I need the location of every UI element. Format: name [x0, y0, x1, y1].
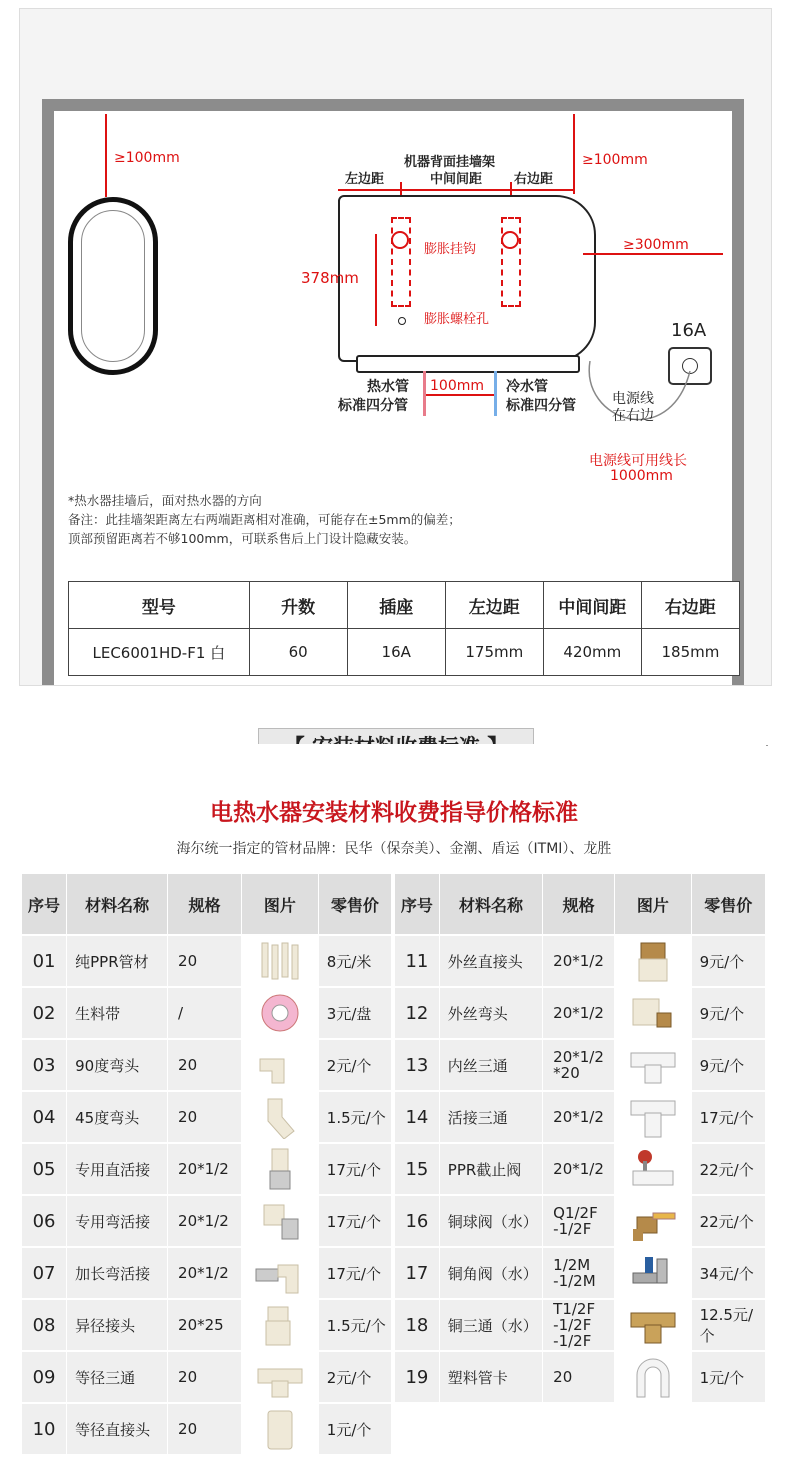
material-row: [22, 1039, 392, 1091]
material-spec: 20*25: [168, 1299, 242, 1351]
material-row: [22, 1091, 392, 1143]
header-name: 材料名称: [67, 874, 168, 935]
material-name: 专用弯活接: [67, 1195, 168, 1247]
socket-label: 16A: [671, 320, 707, 341]
header-picture: 图片: [615, 874, 691, 935]
spec-cell: 420mm: [543, 629, 641, 676]
header-spec: 规格: [543, 874, 615, 935]
material-row: [22, 1351, 392, 1403]
material-picture: [241, 1143, 318, 1195]
material-name: 塑料管卡: [439, 1351, 542, 1402]
material-price: 17元/个: [691, 1091, 765, 1143]
hot-pipe-line1: 热水管: [367, 379, 409, 395]
material-price: 17元/个: [318, 1143, 391, 1195]
material-picture: [615, 1247, 691, 1299]
material-picture: [615, 1351, 691, 1402]
ptfe-tape-icon: [243, 991, 317, 1035]
material-picture: [241, 1247, 318, 1299]
material-spec: 20: [168, 935, 242, 987]
spec-cell: 16A: [347, 629, 445, 676]
ball-valve-icon: [616, 1199, 689, 1243]
material-price: 9元/个: [691, 987, 765, 1039]
material-price: 17元/个: [318, 1247, 391, 1299]
cold-pipe-line2: 标准四分管: [506, 398, 576, 414]
material-name: 铜三通（水）: [439, 1299, 542, 1351]
long-elbow-union-icon: [243, 1251, 317, 1295]
brass-tee-icon: [616, 1303, 689, 1347]
row-number: 10: [22, 1403, 67, 1454]
material-spec: 20*1/2: [543, 1143, 615, 1195]
material-price: 1.5元/个: [318, 1299, 391, 1351]
straight-union-icon: [243, 1147, 317, 1191]
header-price: 零售价: [691, 874, 765, 935]
bolt-hole-icon: [398, 317, 406, 325]
header-name: 材料名称: [439, 874, 542, 935]
mirror-illustration: [68, 197, 158, 375]
material-picture: [615, 1143, 691, 1195]
price-heading: 电热水器安装材料收费指导价格标准: [210, 800, 578, 826]
water-heater-base: [356, 355, 580, 373]
row-number: 09: [22, 1351, 67, 1403]
material-picture: [241, 1091, 318, 1143]
pipe-distance: 100mm: [430, 378, 484, 394]
margin-dimension-line: [338, 189, 574, 191]
material-name: 45度弯头: [67, 1091, 168, 1143]
material-row: [22, 1403, 392, 1454]
material-row: [22, 1247, 392, 1299]
material-price: 1元/个: [318, 1403, 391, 1454]
material-name: 外丝弯头: [439, 987, 542, 1039]
material-spec: 20*1/2: [543, 1091, 615, 1143]
material-spec: 20: [168, 1403, 242, 1454]
material-name: 铜球阀（水）: [439, 1195, 542, 1247]
header-picture: 图片: [241, 874, 318, 935]
pipe-clip-icon: [616, 1355, 689, 1399]
material-spec: Q1/2F -1/2F: [543, 1195, 615, 1247]
material-name: 90度弯头: [67, 1039, 168, 1091]
material-spec: 20*1/2 *20: [543, 1039, 615, 1091]
row-number: 14: [395, 1091, 439, 1143]
material-table-left: [22, 874, 392, 1454]
row-number: 02: [22, 987, 67, 1039]
material-row: [22, 935, 392, 987]
spec-header: 左边距: [445, 582, 543, 629]
row-number: 07: [22, 1247, 67, 1299]
left-hook-icon: [391, 231, 409, 249]
material-spec: /: [168, 987, 242, 1039]
dim-top-right: ≥100mm: [582, 152, 648, 168]
material-price: 1.5元/个: [318, 1091, 391, 1143]
cold-pipe-line1: 冷水管: [506, 379, 548, 395]
material-name: 铜角阀（水）: [439, 1247, 542, 1299]
material-row: [395, 1299, 766, 1351]
material-row: [22, 1299, 392, 1351]
row-number: 03: [22, 1039, 67, 1091]
material-name: 异径接头: [67, 1299, 168, 1351]
material-spec: 20*1/2: [543, 987, 615, 1039]
spec-cell: 185mm: [641, 629, 739, 676]
row-number: 05: [22, 1143, 67, 1195]
material-spec: 1/2M -1/2M: [543, 1247, 615, 1299]
material-price: 34元/个: [691, 1247, 765, 1299]
header-no: 序号: [395, 874, 439, 935]
install-dimension-diagram: [19, 8, 772, 686]
material-picture: [241, 987, 318, 1039]
material-price: 8元/米: [318, 935, 391, 987]
union-tee-icon: [616, 1095, 689, 1139]
material-name: 等径直接头: [67, 1403, 168, 1454]
row-number: 19: [395, 1351, 439, 1402]
material-picture: [615, 1299, 691, 1351]
material-picture: [241, 1195, 318, 1247]
material-picture: [241, 1403, 318, 1454]
hot-pipe-line2: 标准四分管: [338, 398, 408, 414]
spec-header: 中间间距: [543, 582, 641, 629]
male-coupling-icon: [616, 939, 689, 983]
material-picture: [241, 1299, 318, 1351]
female-tee-icon: [616, 1043, 689, 1087]
elbow-union-icon: [243, 1199, 317, 1243]
right-hook-icon: [501, 231, 519, 249]
material-row: [395, 1091, 766, 1143]
material-spec: 20: [543, 1351, 615, 1402]
material-name: 专用直活接: [67, 1143, 168, 1195]
power-side-line1: 电源线: [612, 391, 654, 407]
elbow-45-icon: [243, 1095, 317, 1139]
header-price: 零售价: [318, 874, 391, 935]
spec-cell: 60: [249, 629, 347, 676]
material-name: PPR截止阀: [439, 1143, 542, 1195]
material-spec: 20: [168, 1039, 242, 1091]
material-name: 内丝三通: [439, 1039, 542, 1091]
material-name: 纯PPR管材: [67, 935, 168, 987]
material-price: 9元/个: [691, 935, 765, 987]
row-number: 04: [22, 1091, 67, 1143]
spec-header: 插座: [347, 582, 445, 629]
tee-icon: [243, 1355, 317, 1399]
material-row: [22, 1195, 392, 1247]
material-picture: [241, 935, 318, 987]
material-price: 17元/个: [318, 1195, 391, 1247]
material-picture: [615, 935, 691, 987]
material-picture: [241, 1351, 318, 1403]
material-row: [395, 987, 766, 1039]
male-elbow-icon: [616, 991, 689, 1035]
row-number: 08: [22, 1299, 67, 1351]
row-number: 01: [22, 935, 67, 987]
pipe-tubes-icon: [243, 939, 317, 983]
material-row: [22, 1143, 392, 1195]
right-margin-label: 右边距: [514, 172, 554, 187]
row-number: 11: [395, 935, 439, 987]
stop-valve-icon: [616, 1147, 689, 1191]
row-number: 17: [395, 1247, 439, 1299]
material-name: 生料带: [67, 987, 168, 1039]
row-number: 13: [395, 1039, 439, 1091]
material-price: 2元/个: [318, 1351, 391, 1403]
bracket-title-line1: 机器背面挂墙架: [404, 155, 496, 170]
material-spec: 20*1/2: [168, 1143, 242, 1195]
wall-top: [42, 99, 744, 111]
material-price: 3元/盘: [318, 987, 391, 1039]
coupling-icon: [243, 1407, 317, 1451]
row-number: 06: [22, 1195, 67, 1247]
note-1: *热水器挂墙后，面对热水器的方向: [68, 493, 262, 508]
row-number: 12: [395, 987, 439, 1039]
spec-header: 型号: [69, 582, 250, 629]
material-price: 22元/个: [691, 1195, 765, 1247]
material-spec: 20: [168, 1091, 242, 1143]
expansion-bolt-label: 膨胀螺栓孔: [424, 312, 490, 327]
row-number: 15: [395, 1143, 439, 1195]
row-number: 18: [395, 1299, 439, 1351]
elbow-90-icon: [243, 1043, 317, 1087]
note-2: 备注：此挂墙架距离左右两端距离相对准确，可能存在±5mm的偏差；: [68, 512, 461, 527]
material-price: 22元/个: [691, 1143, 765, 1195]
wall-left: [42, 99, 54, 686]
spec-header: 升数: [249, 582, 347, 629]
material-row: [395, 1247, 766, 1299]
material-price-section: [22, 744, 766, 1470]
bracket-title-line2: 中间间距: [430, 172, 483, 187]
header-no: 序号: [22, 874, 67, 935]
material-spec: 20*1/2: [543, 935, 615, 987]
power-side-line2: 在右边: [612, 408, 654, 424]
material-row: [395, 1143, 766, 1195]
material-name: 等径三通: [67, 1351, 168, 1403]
spec-header: 右边距: [641, 582, 739, 629]
material-picture: [615, 987, 691, 1039]
brand-subheading: 海尔统一指定的管材品牌：民华（保奈美）、金潮、盾运（ITMI）、龙胜: [176, 841, 612, 857]
material-price: 2元/个: [318, 1039, 391, 1091]
note-3: 顶部预留距离若不够100mm，可联系售后上门设计隐藏安装。: [68, 531, 417, 546]
material-picture: [615, 1091, 691, 1143]
power-length-line2: 1000mm: [610, 468, 673, 484]
material-spec: 20*1/2: [168, 1247, 242, 1299]
expansion-hook-label: 膨胀挂钩: [424, 242, 477, 257]
material-spec: 20*1/2: [168, 1195, 242, 1247]
spec-table: [68, 581, 740, 676]
row-number: 16: [395, 1195, 439, 1247]
material-row: [395, 1351, 766, 1402]
material-row: [22, 987, 392, 1039]
material-picture: [241, 1039, 318, 1091]
material-price: 1元/个: [691, 1351, 765, 1402]
material-name: 活接三通: [439, 1091, 542, 1143]
material-price: 12.5元/个: [691, 1299, 765, 1351]
dim-side-right: ≥300mm: [623, 237, 689, 253]
height-label: 378mm: [301, 269, 359, 287]
material-name: 外丝直接头: [439, 935, 542, 987]
dim-top-left: ≥100mm: [114, 150, 180, 166]
material-spec: T1/2F -1/2F -1/2F: [543, 1299, 615, 1351]
left-margin-label: 左边距: [345, 172, 385, 187]
reducer-icon: [243, 1303, 317, 1347]
header-spec: 规格: [168, 874, 242, 935]
material-name: 加长弯活接: [67, 1247, 168, 1299]
material-row: [395, 1039, 766, 1091]
material-table-right: [395, 874, 766, 1402]
material-spec: 20: [168, 1351, 242, 1403]
spec-cell: LEC6001HD-F1 白: [69, 629, 250, 676]
material-price: 9元/个: [691, 1039, 765, 1091]
cold-pipe-icon: [494, 371, 497, 416]
power-length-line1: 电源线可用线长: [589, 453, 687, 469]
angle-valve-icon: [616, 1251, 689, 1295]
material-picture: [615, 1195, 691, 1247]
material-picture: [615, 1039, 691, 1091]
material-row: [395, 1195, 766, 1247]
spec-cell: 175mm: [445, 629, 543, 676]
material-row: [395, 935, 766, 987]
